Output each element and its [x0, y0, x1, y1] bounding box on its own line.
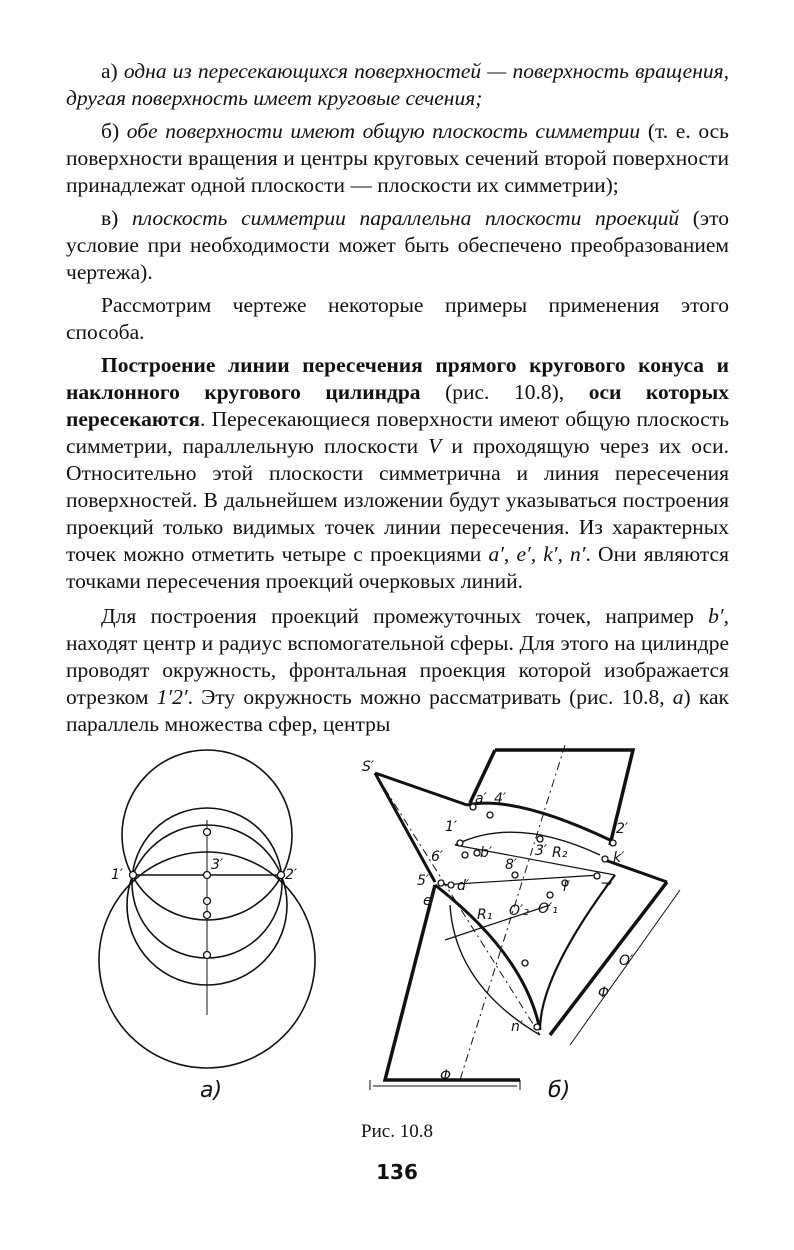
point-center-a	[204, 898, 211, 905]
point-1b	[457, 840, 463, 846]
label-R1: R₁	[477, 907, 493, 923]
radius-R1	[445, 905, 550, 940]
cylinder-bottom-outline	[385, 885, 520, 1080]
cylinder-right-edge	[550, 882, 667, 1035]
label-6: 6′	[431, 849, 444, 865]
body-text	[66, 58, 729, 744]
label-3: 3′	[211, 857, 224, 873]
point-O2	[547, 892, 553, 898]
label-e: e′	[423, 893, 435, 909]
paragraph-b: б) обе поверхности имеют общую плоскость симметрии (т. е. ось поверхности вращения и центры круговых сечений второй поверхности принадлежат одной плоскости — плоскости их симметрии);	[66, 119, 729, 197]
point-6	[462, 852, 468, 858]
figure-drawing	[95, 735, 735, 1130]
figure-caption: Рис. 10.8	[361, 1121, 433, 1142]
label-2b: 2′	[616, 821, 629, 837]
page-number: 136	[376, 1160, 418, 1184]
label-k: k′	[613, 850, 625, 866]
label-5: 5′	[417, 873, 430, 889]
point-mid	[522, 960, 528, 966]
label-d: d′	[457, 878, 470, 894]
paragraph-intro: Рассмотрим чертеже некоторые примеры применения этого способа.	[66, 293, 729, 344]
label-a: a′	[475, 791, 487, 807]
point-3b	[537, 836, 543, 842]
point-center-c	[204, 952, 211, 959]
label-O1: O′₁	[538, 901, 558, 917]
label-b: b′	[480, 845, 493, 861]
label-4: 4′	[494, 791, 507, 807]
point-5	[438, 880, 444, 886]
label-3b: 3′	[535, 843, 548, 859]
label-phi-bottom: Φ	[440, 1068, 452, 1084]
label-1: 1′	[111, 867, 124, 883]
point-1	[130, 872, 137, 879]
cylinder-top-outline	[495, 750, 633, 845]
figure-10-8	[95, 735, 735, 1130]
point-center-b	[204, 912, 211, 919]
paragraph-cone-cylinder: Построение линии пересечения прямого кругового конуса и наклонного кругового цилиндра (рис. 10.8), оси которых пересекаются. Пересекающиеся поверхности имеют общую плоскость симметрии, параллельную плоскости V и проходящую через их оси. Относительно этой плоскости симметрична и линия пересечения поверхностей. В дальнейшем изложении будут указываться построения проекций только видимых точек линии пересечения. Из характерных точек можно отметить четыре с проекциями a′, e′, k′, n′. Они являются точками пересечения проекций очерковых линий.	[66, 353, 729, 593]
point-2	[278, 872, 285, 879]
paragraph-a: а) одна из пересекающихся поверхностей — поверхность вращения, другая поверхность имеет круговые сечения;	[66, 59, 729, 110]
subcaption-b: б)	[548, 1078, 571, 1103]
label-2: 2′	[285, 867, 298, 883]
label-O: O′	[619, 953, 634, 969]
label-7: 7′	[600, 881, 613, 897]
point-d	[448, 882, 454, 888]
paragraph-c: в) плоскость симметрии параллельна плоскости проекций (это условие при необходимости может быть обеспечено преобразованием чертежа).	[66, 206, 730, 284]
label-1b: 1′	[445, 819, 458, 835]
point-2b	[610, 840, 616, 846]
point-top	[204, 829, 211, 836]
label-l: l′	[563, 879, 571, 895]
label-R2: R₂	[552, 845, 568, 861]
label-phi-right: Φ	[598, 985, 610, 1001]
paragraph-intermediate-points: Для построения проекций промежуточных точек, например b′, находят центр и радиус вспомогательной сферы. Для этого на цилиндре проводят окружность, фронтальная проекция которой изображается отрезком 1′2′. Эту окружность можно рассматривать (рис. 10.8, а) как параллель множества сфер, центры	[66, 604, 729, 736]
point-n	[534, 1024, 540, 1030]
point-k	[602, 856, 608, 862]
subcaption-a: а)	[200, 1078, 223, 1103]
label-S: S′	[362, 759, 375, 775]
label-8: 8′	[505, 857, 518, 873]
diagram-a	[99, 750, 315, 1068]
label-O2: O′₂	[509, 903, 529, 919]
point-7	[594, 873, 600, 879]
point-3	[204, 872, 211, 879]
label-n: n′	[511, 1019, 524, 1035]
point-4	[487, 812, 493, 818]
